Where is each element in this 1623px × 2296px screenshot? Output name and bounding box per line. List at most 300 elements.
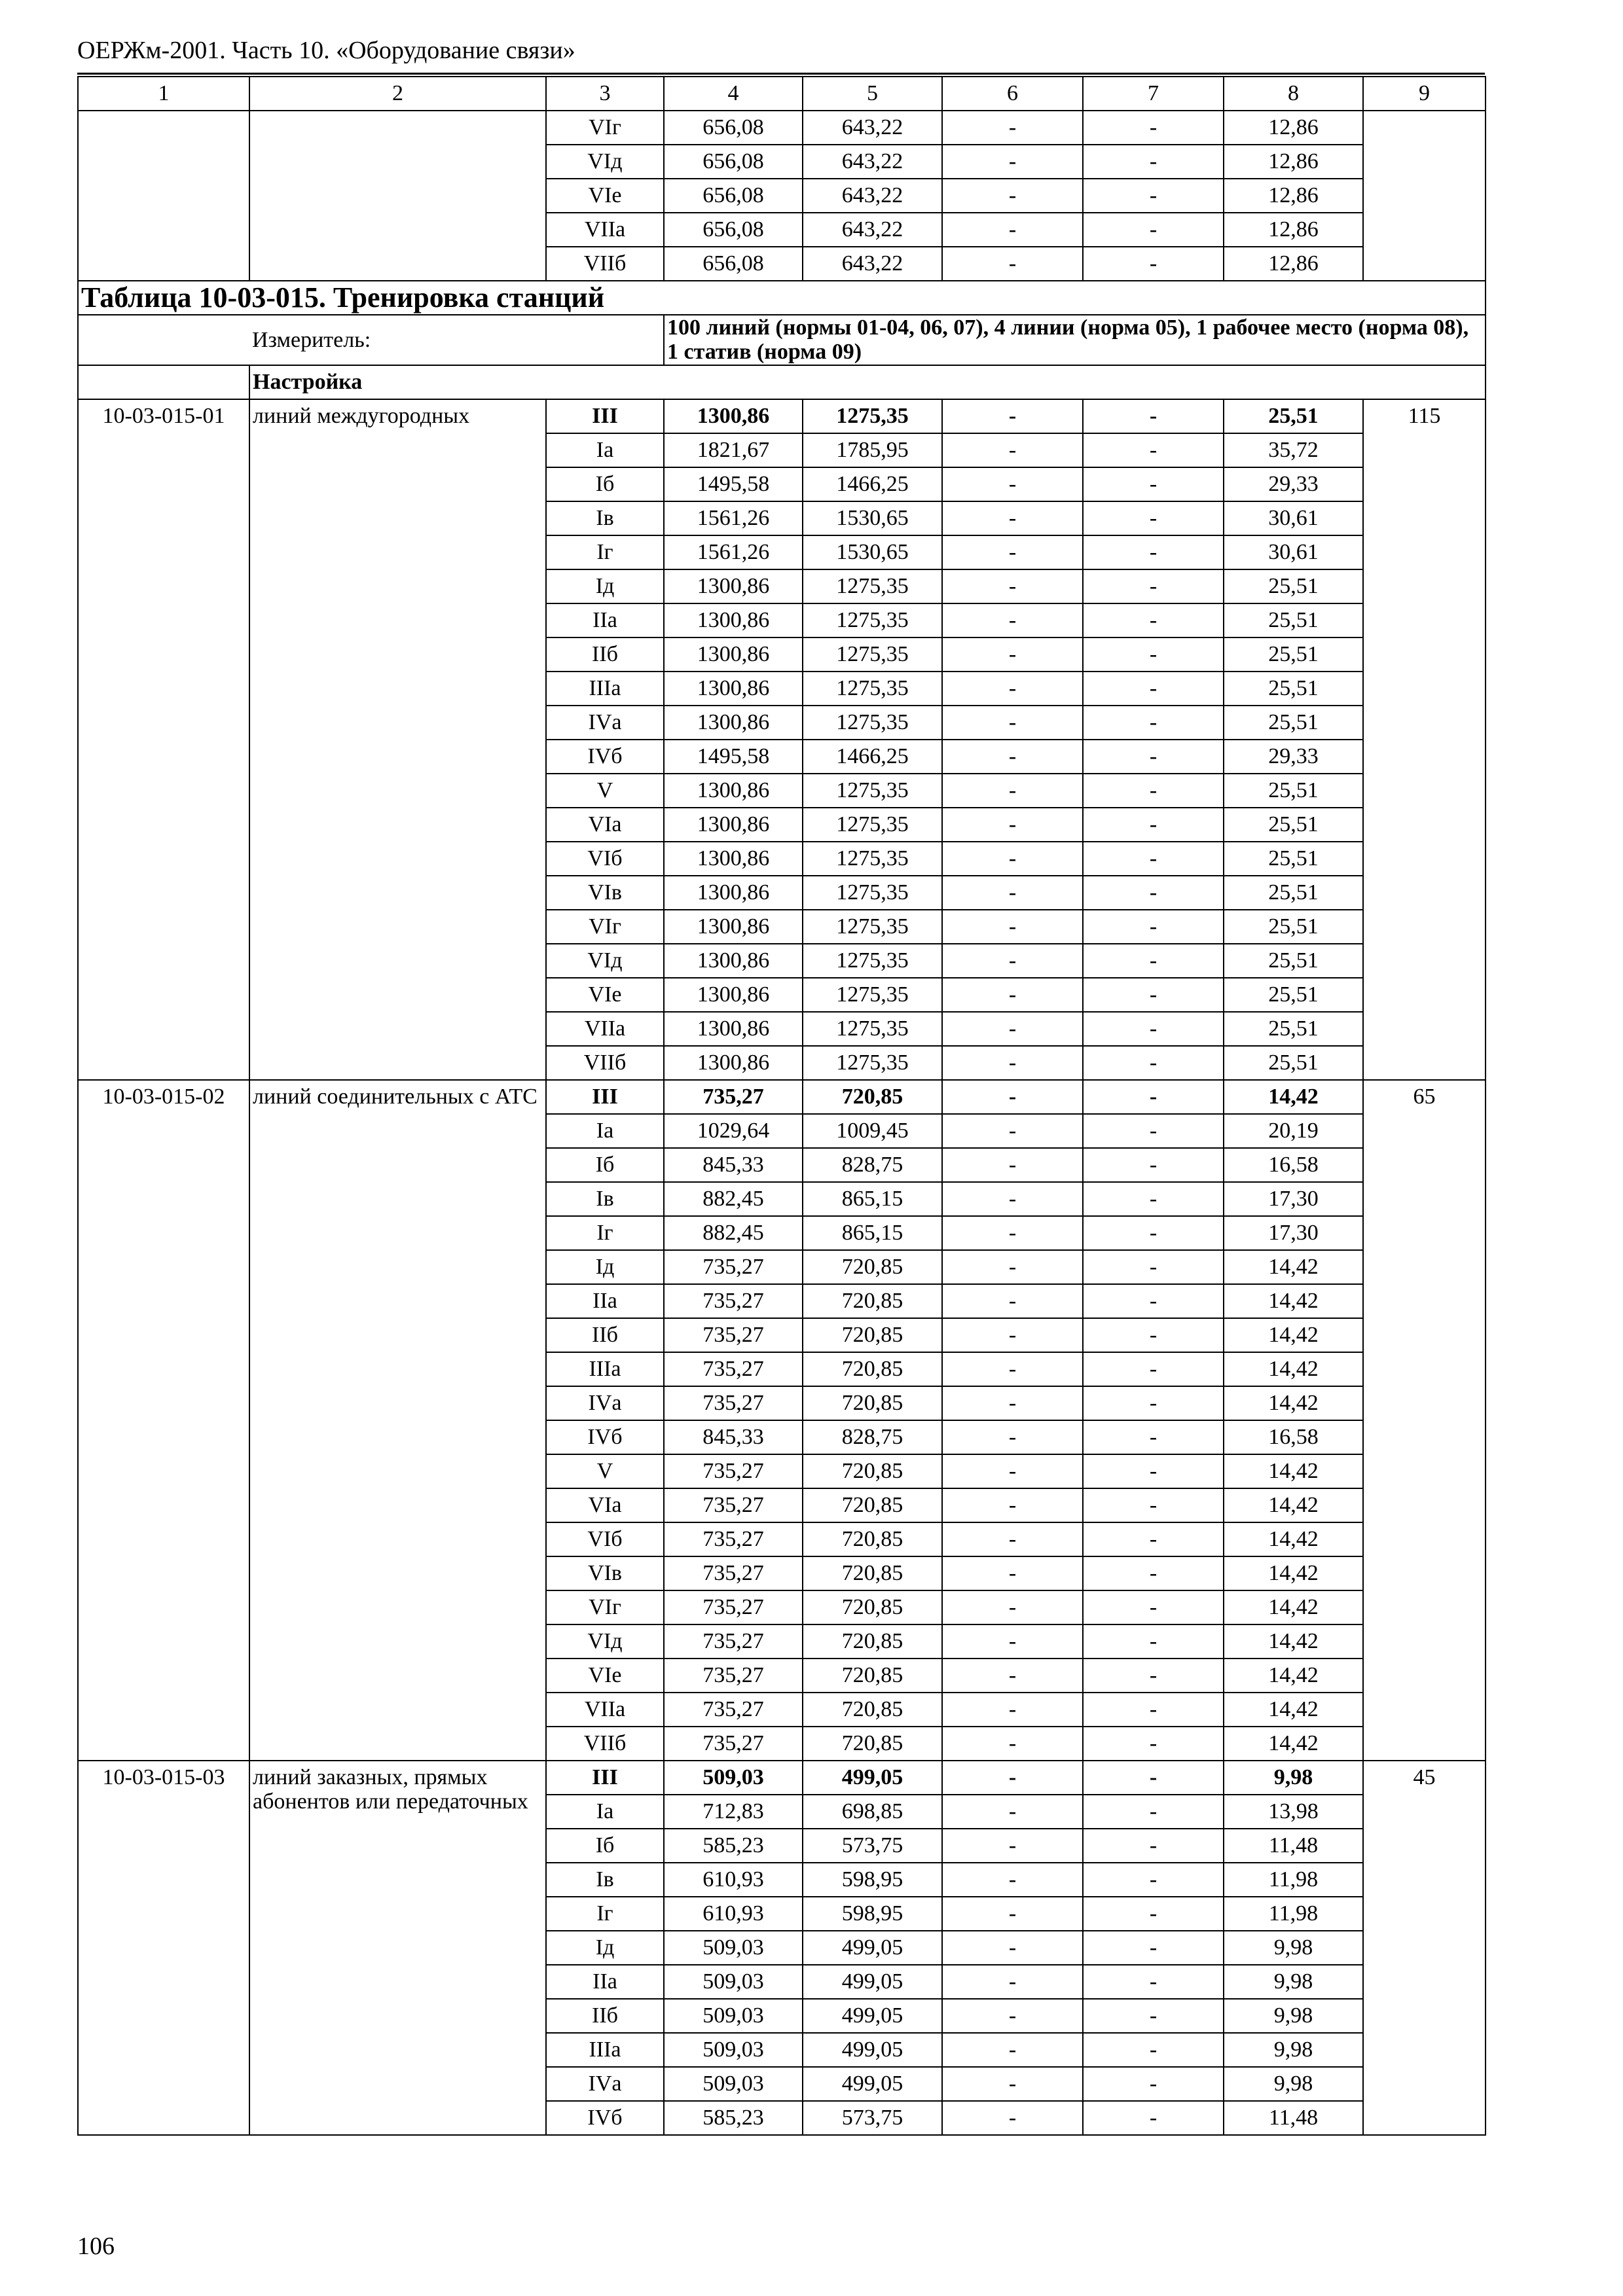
total-cost-cell: 882,45: [664, 1182, 803, 1216]
machines-cell: -: [942, 1897, 1083, 1931]
wages-cell: 1275,35: [803, 672, 942, 706]
driver-wages-cell: -: [1083, 1420, 1224, 1454]
wages-cell: 1275,35: [803, 569, 942, 603]
region-cell: VIа: [546, 808, 664, 842]
materials-cell: 17,30: [1224, 1216, 1363, 1250]
total-cost-cell: 1300,86: [664, 1046, 803, 1080]
total-cost-cell: 1495,58: [664, 467, 803, 501]
total-cost-cell: 1029,64: [664, 1114, 803, 1148]
wages-cell: 1275,35: [803, 944, 942, 978]
wages-cell: 499,05: [803, 2033, 942, 2067]
machines-cell: -: [942, 978, 1083, 1012]
wages-cell: 573,75: [803, 2101, 942, 2135]
wages-cell: 720,85: [803, 1522, 942, 1556]
wages-cell: 573,75: [803, 1829, 942, 1863]
total-cost-cell: 735,27: [664, 1352, 803, 1386]
wages-cell: 1275,35: [803, 910, 942, 944]
region-cell: VIIа: [546, 1693, 664, 1727]
machines-cell: -: [942, 1182, 1083, 1216]
region-cell: III: [546, 399, 664, 433]
materials-cell: 30,61: [1224, 501, 1363, 535]
wages-cell: 1466,25: [803, 467, 942, 501]
wages-cell: 499,05: [803, 1761, 942, 1795]
driver-wages-cell: -: [1083, 145, 1224, 179]
wages-cell: 828,75: [803, 1420, 942, 1454]
machines-cell: -: [942, 1795, 1083, 1829]
total-cost-cell: 1300,86: [664, 808, 803, 842]
materials-cell: 14,42: [1224, 1693, 1363, 1727]
wages-cell: 1275,35: [803, 808, 942, 842]
driver-wages-cell: -: [1083, 1931, 1224, 1965]
region-cell: Iв: [546, 1182, 664, 1216]
materials-cell: 12,86: [1224, 179, 1363, 213]
materials-cell: 14,42: [1224, 1386, 1363, 1420]
driver-wages-cell: -: [1083, 774, 1224, 808]
driver-wages-cell: -: [1083, 842, 1224, 876]
driver-wages-cell: -: [1083, 740, 1224, 774]
driver-wages-cell: -: [1083, 978, 1224, 1012]
machines-cell: -: [942, 1931, 1083, 1965]
wages-cell: 720,85: [803, 1454, 942, 1488]
materials-cell: 25,51: [1224, 569, 1363, 603]
region-cell: VIIб: [546, 1727, 664, 1761]
driver-wages-cell: -: [1083, 603, 1224, 637]
total-cost-cell: 1300,86: [664, 876, 803, 910]
total-cost-cell: 735,27: [664, 1454, 803, 1488]
table-title-row: [78, 281, 1486, 315]
total-cost-cell: 1300,86: [664, 603, 803, 637]
materials-cell: 25,51: [1224, 910, 1363, 944]
total-cost-cell: 656,08: [664, 145, 803, 179]
section-row: [78, 365, 1486, 399]
wages-cell: 865,15: [803, 1182, 942, 1216]
section-spacer: [78, 365, 249, 399]
table-row: [78, 1080, 1486, 1114]
driver-wages-cell: -: [1083, 672, 1224, 706]
wages-cell: 1275,35: [803, 603, 942, 637]
region-cell: Iв: [546, 1863, 664, 1897]
wages-cell: 865,15: [803, 1216, 942, 1250]
materials-cell: 25,51: [1224, 1046, 1363, 1080]
materials-cell: 14,42: [1224, 1659, 1363, 1693]
wages-cell: 1009,45: [803, 1114, 942, 1148]
wages-cell: 1275,35: [803, 1012, 942, 1046]
materials-cell: 14,42: [1224, 1250, 1363, 1284]
norm-workers: 115: [1363, 399, 1486, 1080]
meter-text: 100 линий (нормы 01-04, 06, 07), 4 линии (норма 05), 1 рабочее место (норма 08), 1 статив (норма 09): [664, 315, 1486, 365]
header-rule: [77, 73, 1485, 75]
machines-cell: -: [942, 1386, 1083, 1420]
driver-wages-cell: -: [1083, 569, 1224, 603]
driver-wages-cell: -: [1083, 111, 1224, 145]
driver-wages-cell: -: [1083, 1250, 1224, 1284]
total-cost-cell: 735,27: [664, 1284, 803, 1318]
total-cost-cell: 735,27: [664, 1624, 803, 1659]
materials-cell: 14,42: [1224, 1522, 1363, 1556]
wages-cell: 1530,65: [803, 501, 942, 535]
wages-cell: 1275,35: [803, 637, 942, 672]
wages-cell: 720,85: [803, 1659, 942, 1693]
machines-cell: -: [942, 603, 1083, 637]
machines-cell: -: [942, 1046, 1083, 1080]
total-cost-cell: 1495,58: [664, 740, 803, 774]
machines-cell: -: [942, 433, 1083, 467]
wages-cell: 720,85: [803, 1250, 942, 1284]
driver-wages-cell: -: [1083, 1727, 1224, 1761]
driver-wages-cell: -: [1083, 1795, 1224, 1829]
total-cost-cell: 712,83: [664, 1795, 803, 1829]
meter-label: Измеритель:: [78, 315, 664, 365]
driver-wages-cell: -: [1083, 910, 1224, 944]
wages-cell: 720,85: [803, 1693, 942, 1727]
driver-wages-cell: -: [1083, 1216, 1224, 1250]
total-cost-cell: 656,08: [664, 111, 803, 145]
driver-wages-cell: -: [1083, 501, 1224, 535]
code-cell: [78, 111, 249, 281]
region-cell: IVа: [546, 1386, 664, 1420]
region-cell: VIе: [546, 179, 664, 213]
materials-cell: 14,42: [1224, 1727, 1363, 1761]
total-cost-cell: 735,27: [664, 1488, 803, 1522]
total-cost-cell: 610,93: [664, 1863, 803, 1897]
machines-cell: -: [942, 1488, 1083, 1522]
wages-cell: 643,22: [803, 145, 942, 179]
region-cell: IIб: [546, 637, 664, 672]
wages-cell: 643,22: [803, 213, 942, 247]
norm-name: линий соединительных с АТС: [249, 1080, 546, 1761]
region-cell: IVа: [546, 706, 664, 740]
column-header: 3: [546, 77, 664, 111]
total-cost-cell: 1300,86: [664, 842, 803, 876]
driver-wages-cell: -: [1083, 1148, 1224, 1182]
materials-cell: 14,42: [1224, 1624, 1363, 1659]
materials-cell: 25,51: [1224, 978, 1363, 1012]
materials-cell: 13,98: [1224, 1795, 1363, 1829]
machines-cell: -: [942, 808, 1083, 842]
materials-cell: 14,42: [1224, 1556, 1363, 1590]
wages-cell: 643,22: [803, 247, 942, 281]
materials-cell: 9,98: [1224, 1965, 1363, 1999]
region-cell: VIа: [546, 1488, 664, 1522]
driver-wages-cell: -: [1083, 1046, 1224, 1080]
total-cost-cell: 1561,26: [664, 535, 803, 569]
machines-cell: -: [942, 1761, 1083, 1795]
total-cost-cell: 735,27: [664, 1318, 803, 1352]
region-cell: III: [546, 1761, 664, 1795]
machines-cell: -: [942, 774, 1083, 808]
region-cell: Iб: [546, 1829, 664, 1863]
machines-cell: -: [942, 1624, 1083, 1659]
wages-cell: 1466,25: [803, 740, 942, 774]
total-cost-cell: 1300,86: [664, 706, 803, 740]
machines-cell: -: [942, 1727, 1083, 1761]
total-cost-cell: 735,27: [664, 1727, 803, 1761]
column-header: 6: [942, 77, 1083, 111]
norm-name: линий междугородных: [249, 399, 546, 1080]
materials-cell: 25,51: [1224, 774, 1363, 808]
region-cell: VIд: [546, 944, 664, 978]
materials-cell: 9,98: [1224, 1761, 1363, 1795]
table-body: [78, 77, 1486, 2135]
materials-cell: 25,51: [1224, 944, 1363, 978]
driver-wages-cell: -: [1083, 706, 1224, 740]
machines-cell: -: [942, 672, 1083, 706]
materials-cell: 35,72: [1224, 433, 1363, 467]
driver-wages-cell: -: [1083, 1624, 1224, 1659]
driver-wages-cell: -: [1083, 876, 1224, 910]
driver-wages-cell: -: [1083, 247, 1224, 281]
driver-wages-cell: -: [1083, 2101, 1224, 2135]
materials-cell: 25,51: [1224, 842, 1363, 876]
total-cost-cell: 735,27: [664, 1386, 803, 1420]
region-cell: VIг: [546, 1590, 664, 1624]
total-cost-cell: 1300,86: [664, 944, 803, 978]
materials-cell: 11,98: [1224, 1863, 1363, 1897]
region-cell: Iд: [546, 569, 664, 603]
region-cell: VIг: [546, 910, 664, 944]
workers-cell: [1363, 111, 1486, 281]
wages-cell: 720,85: [803, 1080, 942, 1114]
driver-wages-cell: -: [1083, 1897, 1224, 1931]
region-cell: VIб: [546, 842, 664, 876]
machines-cell: -: [942, 944, 1083, 978]
region-cell: Iд: [546, 1931, 664, 1965]
materials-cell: 25,51: [1224, 603, 1363, 637]
wages-cell: 499,05: [803, 1931, 942, 1965]
materials-cell: 12,86: [1224, 247, 1363, 281]
region-cell: Iа: [546, 1114, 664, 1148]
total-cost-cell: 845,33: [664, 1420, 803, 1454]
machines-cell: -: [942, 467, 1083, 501]
materials-cell: 16,58: [1224, 1420, 1363, 1454]
wages-cell: 643,22: [803, 179, 942, 213]
table-row: [78, 111, 1486, 145]
region-cell: Iг: [546, 1897, 664, 1931]
wages-cell: 1275,35: [803, 706, 942, 740]
machines-cell: -: [942, 213, 1083, 247]
driver-wages-cell: -: [1083, 1114, 1224, 1148]
machines-cell: -: [942, 1999, 1083, 2033]
driver-wages-cell: -: [1083, 2067, 1224, 2101]
region-cell: VIIб: [546, 247, 664, 281]
materials-cell: 14,42: [1224, 1284, 1363, 1318]
machines-cell: -: [942, 1522, 1083, 1556]
machines-cell: -: [942, 179, 1083, 213]
driver-wages-cell: -: [1083, 1284, 1224, 1318]
region-cell: IVа: [546, 2067, 664, 2101]
column-header: 5: [803, 77, 942, 111]
machines-cell: -: [942, 1863, 1083, 1897]
region-cell: Iг: [546, 535, 664, 569]
materials-cell: 12,86: [1224, 145, 1363, 179]
wages-cell: 720,85: [803, 1727, 942, 1761]
region-cell: IVб: [546, 2101, 664, 2135]
machines-cell: -: [942, 1012, 1083, 1046]
total-cost-cell: 509,03: [664, 1965, 803, 1999]
driver-wages-cell: -: [1083, 1659, 1224, 1693]
wages-cell: 1785,95: [803, 433, 942, 467]
total-cost-cell: 882,45: [664, 1216, 803, 1250]
materials-cell: 12,86: [1224, 213, 1363, 247]
total-cost-cell: 735,27: [664, 1556, 803, 1590]
region-cell: Iа: [546, 433, 664, 467]
machines-cell: -: [942, 1250, 1083, 1284]
region-cell: VIв: [546, 1556, 664, 1590]
table-row: [78, 1761, 1486, 1795]
region-cell: VIд: [546, 1624, 664, 1659]
total-cost-cell: 1300,86: [664, 774, 803, 808]
machines-cell: -: [942, 876, 1083, 910]
total-cost-cell: 509,03: [664, 1999, 803, 2033]
materials-cell: 14,42: [1224, 1590, 1363, 1624]
wages-cell: 598,95: [803, 1863, 942, 1897]
wages-cell: 1275,35: [803, 842, 942, 876]
total-cost-cell: 509,03: [664, 2067, 803, 2101]
machines-cell: -: [942, 637, 1083, 672]
machines-cell: -: [942, 501, 1083, 535]
materials-cell: 16,58: [1224, 1148, 1363, 1182]
column-header: 1: [78, 77, 249, 111]
driver-wages-cell: -: [1083, 1352, 1224, 1386]
wages-cell: 499,05: [803, 1965, 942, 1999]
region-cell: VIв: [546, 876, 664, 910]
norm-name: линий заказных, прямых абонентов или передаточных: [249, 1761, 546, 2135]
wages-cell: 720,85: [803, 1352, 942, 1386]
driver-wages-cell: -: [1083, 2033, 1224, 2067]
machines-cell: -: [942, 535, 1083, 569]
total-cost-cell: 1300,86: [664, 399, 803, 433]
column-header: 4: [664, 77, 803, 111]
norm-code: 10-03-015-03: [78, 1761, 249, 2135]
machines-cell: -: [942, 1114, 1083, 1148]
machines-cell: -: [942, 145, 1083, 179]
driver-wages-cell: -: [1083, 1012, 1224, 1046]
region-cell: VIд: [546, 145, 664, 179]
region-cell: VIе: [546, 1659, 664, 1693]
wages-cell: 1275,35: [803, 774, 942, 808]
wages-cell: 720,85: [803, 1556, 942, 1590]
driver-wages-cell: -: [1083, 637, 1224, 672]
materials-cell: 9,98: [1224, 2033, 1363, 2067]
wages-cell: 720,85: [803, 1386, 942, 1420]
materials-cell: 11,48: [1224, 1829, 1363, 1863]
total-cost-cell: 735,27: [664, 1522, 803, 1556]
materials-cell: 20,19: [1224, 1114, 1363, 1148]
driver-wages-cell: -: [1083, 535, 1224, 569]
machines-cell: -: [942, 399, 1083, 433]
machines-cell: -: [942, 1590, 1083, 1624]
total-cost-cell: 845,33: [664, 1148, 803, 1182]
total-cost-cell: 656,08: [664, 213, 803, 247]
driver-wages-cell: -: [1083, 1761, 1224, 1795]
materials-cell: 25,51: [1224, 1012, 1363, 1046]
driver-wages-cell: -: [1083, 1080, 1224, 1114]
wages-cell: 720,85: [803, 1318, 942, 1352]
materials-cell: 11,48: [1224, 2101, 1363, 2135]
region-cell: IIIа: [546, 672, 664, 706]
norm-code: 10-03-015-01: [78, 399, 249, 1080]
region-cell: VIг: [546, 111, 664, 145]
machines-cell: -: [942, 2067, 1083, 2101]
machines-cell: -: [942, 1284, 1083, 1318]
driver-wages-cell: -: [1083, 433, 1224, 467]
total-cost-cell: 735,27: [664, 1693, 803, 1727]
region-cell: V: [546, 1454, 664, 1488]
column-number-row: [78, 77, 1486, 111]
materials-cell: 29,33: [1224, 740, 1363, 774]
materials-cell: 25,51: [1224, 876, 1363, 910]
region-cell: Iа: [546, 1795, 664, 1829]
driver-wages-cell: -: [1083, 467, 1224, 501]
driver-wages-cell: -: [1083, 399, 1224, 433]
materials-cell: 14,42: [1224, 1352, 1363, 1386]
driver-wages-cell: -: [1083, 1454, 1224, 1488]
page-number: 106: [77, 2233, 115, 2260]
driver-wages-cell: -: [1083, 1488, 1224, 1522]
materials-cell: 14,42: [1224, 1454, 1363, 1488]
total-cost-cell: 735,27: [664, 1590, 803, 1624]
wages-cell: 1275,35: [803, 1046, 942, 1080]
region-cell: IIа: [546, 1965, 664, 1999]
wages-cell: 643,22: [803, 111, 942, 145]
driver-wages-cell: -: [1083, 213, 1224, 247]
section-title: Настройка: [249, 365, 1486, 399]
machines-cell: -: [942, 1318, 1083, 1352]
wages-cell: 720,85: [803, 1488, 942, 1522]
machines-cell: -: [942, 1829, 1083, 1863]
meter-row: [78, 315, 1486, 365]
total-cost-cell: 656,08: [664, 179, 803, 213]
name-cell: [249, 111, 546, 281]
total-cost-cell: 509,03: [664, 1761, 803, 1795]
wages-cell: 499,05: [803, 2067, 942, 2101]
machines-cell: -: [942, 569, 1083, 603]
norm-workers: 45: [1363, 1761, 1486, 2135]
driver-wages-cell: -: [1083, 1999, 1224, 2033]
total-cost-cell: 1300,86: [664, 1012, 803, 1046]
materials-cell: 12,86: [1224, 111, 1363, 145]
region-cell: Iб: [546, 467, 664, 501]
machines-cell: -: [942, 1659, 1083, 1693]
machines-cell: -: [942, 1693, 1083, 1727]
wages-cell: 1275,35: [803, 876, 942, 910]
total-cost-cell: 1300,86: [664, 910, 803, 944]
materials-cell: 11,98: [1224, 1897, 1363, 1931]
materials-cell: 25,51: [1224, 637, 1363, 672]
driver-wages-cell: -: [1083, 1693, 1224, 1727]
region-cell: III: [546, 1080, 664, 1114]
machines-cell: -: [942, 1420, 1083, 1454]
wages-cell: 1275,35: [803, 978, 942, 1012]
norm-code: 10-03-015-02: [78, 1080, 249, 1761]
table-row: [78, 399, 1486, 433]
region-cell: IIб: [546, 1999, 664, 2033]
wages-cell: 720,85: [803, 1590, 942, 1624]
total-cost-cell: 610,93: [664, 1897, 803, 1931]
total-cost-cell: 585,23: [664, 1829, 803, 1863]
driver-wages-cell: -: [1083, 1182, 1224, 1216]
column-header: 8: [1224, 77, 1363, 111]
region-cell: Iд: [546, 1250, 664, 1284]
materials-cell: 29,33: [1224, 467, 1363, 501]
page-header-title: ОЕРЖм-2001. Часть 10. «Оборудование связи»: [77, 37, 575, 64]
column-header: 7: [1083, 77, 1224, 111]
machines-cell: -: [942, 706, 1083, 740]
total-cost-cell: 509,03: [664, 1931, 803, 1965]
total-cost-cell: 1821,67: [664, 433, 803, 467]
materials-cell: 25,51: [1224, 399, 1363, 433]
wages-cell: 1275,35: [803, 399, 942, 433]
